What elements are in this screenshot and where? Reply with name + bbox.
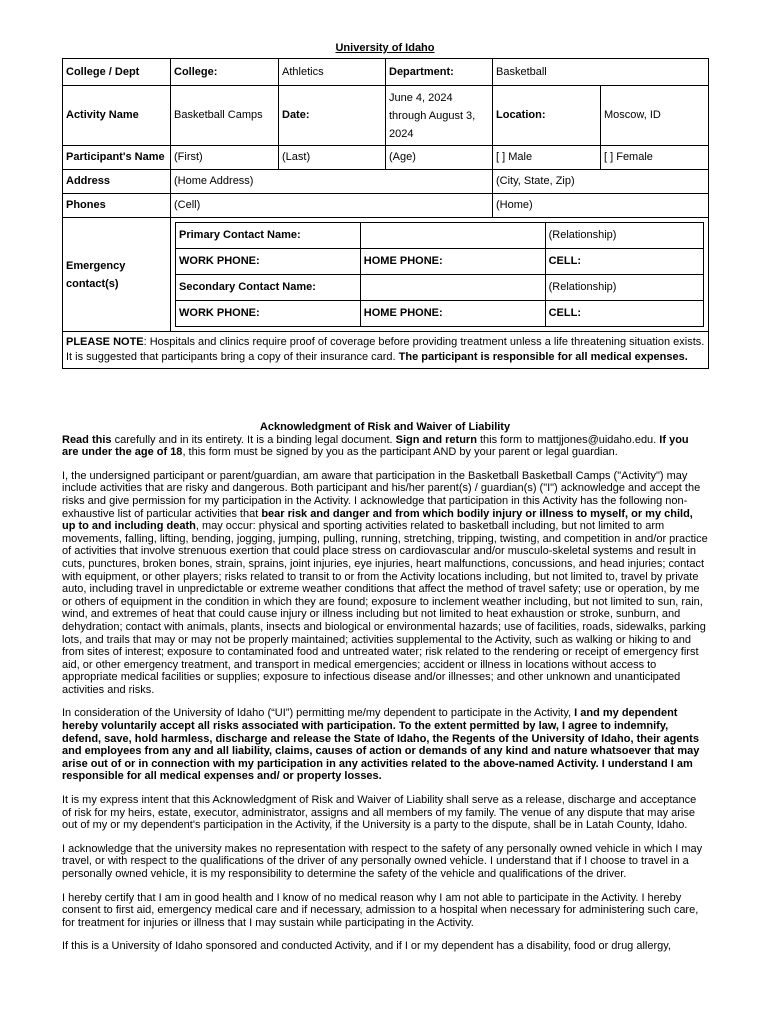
secondary-cell[interactable]: CELL: [545, 301, 703, 327]
date-value[interactable]: June 4, 2024 through August 3, 2024 [386, 86, 493, 146]
phones-label: Phones [63, 194, 171, 218]
disability-paragraph: If this is a University of Idaho sponsored and conducted Activity, and if I or my dependent has a disability, food or drug allergy, [62, 940, 672, 953]
vehicle-paragraph: I acknowledge that the university makes no representation with respect to the safety of any personally owned vehicle in which I may travel, or with respect to the qualifications of the driver of any personally owned vehicle. I understand that if I choose to travel in a personally owned vehicle, it is my responsibility to determine the safety of the vehicle and qualifications of the driver. [62, 842, 703, 880]
location-label: Location: [493, 86, 601, 146]
indemnity-paragraph [62, 707, 708, 783]
secondary-relationship-field[interactable]: (Relationship) [545, 275, 703, 301]
primary-contact-field[interactable] [360, 223, 545, 249]
risk-text-2: , may occur: physical and sporting activities related to basketball including, but not limited to arm movements, falling, lifting, bending, jogging, jumping, pulling, running, stretching, tripping, twisting, and competition in and/or practice of activities that involve strenuous exertion that could place stress on cardiovascular and/or musculo-skeletal systems and result in cuts, punctures, broken bones, strain, sprains, joint injuries, eye injuries, heart malfunctions, concussions, and head injuries; contact with equipment, or other players; risks related to transit to or from the Activity locations including, but not limited to, travel by private auto, including travel in unpredictable or extreme weather conditions that affect the method of travel safety; use or operation, by me or others of equipment in the condition in which they are found; exposure to inclement weather including, but not limited to sun, rain, wind, and extremes of heat that could cause injury or illness including but not limited to heat exhaustion or stroke, sunburn, and dehydration; contact with animals, plants, insects and biological or environmental hazards; use of facilities, roads, sidewalks, parking lots, and trails that may or may not be properly maintained; activities supplemental to the Activity, such as walking or hiking to and from sites of interest; exposure to contaminated food and untreated water; risk related to the rendering or receipt of emergency first aid, or other emergency treatment, and transport in medical emergencies; accident or illness in locations without access to appropriate medical facilities or supplies; exposure to infectious disease and/or illnesses; and other unknown and unanticipated activities and risks. [62, 520, 708, 696]
male-checkbox[interactable]: [ ] Male [493, 146, 601, 170]
secondary-home-phone[interactable]: HOME PHONE: [360, 301, 545, 327]
university-title: University of Idaho [335, 42, 435, 54]
intro-bold-3: If you are under the age of 18 [62, 433, 689, 459]
waiver-section [62, 421, 708, 964]
secondary-contact-field[interactable] [360, 275, 545, 301]
department-label: Department: [386, 59, 493, 86]
primary-contact-label: Primary Contact Name: [176, 223, 361, 249]
age-field[interactable]: (Age) [386, 146, 493, 170]
home-address-field[interactable]: (Home Address) [171, 170, 493, 194]
participant-name-label: Participant's Name [63, 146, 171, 170]
department-value[interactable]: Basketball [493, 59, 709, 86]
college-label: College: [171, 59, 279, 86]
waiver-title: Acknowledgment of Risk and Waiver of Liability [259, 421, 511, 433]
location-value[interactable]: Moscow, ID [601, 86, 709, 146]
primary-home-phone[interactable]: HOME PHONE: [360, 249, 545, 275]
activity-name-label: Activity Name [63, 86, 171, 146]
intro-bold-1: Read this [62, 433, 112, 446]
intro-text-3: , this form must be signed by you as the participant AND by your parent or legal guardian. [182, 446, 618, 459]
primary-relationship-field[interactable]: (Relationship) [545, 223, 703, 249]
participant-info-table [62, 58, 709, 369]
last-name-field[interactable]: (Last) [279, 146, 386, 170]
note-emphasis: The participant is responsible for all medical expenses. [398, 351, 688, 363]
waiver-intro [62, 434, 708, 459]
cell-phone-field[interactable]: (Cell) [171, 194, 493, 218]
intro-text-2: this form to mattjjones@uidaho.edu. [476, 433, 660, 446]
activity-name-value[interactable]: Basketball Camps [171, 86, 279, 146]
first-name-field[interactable]: (First) [171, 146, 279, 170]
address-label: Address [63, 170, 171, 194]
risk-paragraph [62, 470, 708, 697]
college-dept-label: College / Dept [63, 59, 171, 86]
primary-cell[interactable]: CELL: [545, 249, 703, 275]
emergency-contacts-label: Emergency contact(s) [63, 218, 171, 332]
secondary-contact-label: Secondary Contact Name: [176, 275, 361, 301]
health-paragraph: I hereby certify that I am in good health and I know of no medical reason why I am not able to participate in the Activity. I hereby consent to first aid, emergency medical care and if necessary, admission to a hospital when necessary for administering such care, for treatment for injuries or illness that I may sustain while participating in the Activity. [62, 891, 699, 929]
risk-bold: bear risk and danger and from which bodily injury or illness to myself, or my child, up to and including death [62, 507, 693, 533]
secondary-work-phone[interactable]: WORK PHONE: [176, 301, 361, 327]
insurance-note [63, 332, 709, 369]
risk-text-1: I, the undersigned participant or parent/guardian, am aware that participation in the Basketball Basketball Camps ("Activity") may include activities that are risky and dangerous. Both participant and his/her parent(s) / guardian(s) ("I") acknowledge and accept the risks and give permission for my participation in the Activity. I acknowledge that participation in this Activity has the following non-exhaustive list of particular activities that [62, 469, 701, 520]
indemnity-text: In consideration of the University of Idaho (“UI”) permitting me/my dependent to participate in the Activity, [62, 707, 575, 720]
date-label: Date: [279, 86, 386, 146]
primary-work-phone[interactable]: WORK PHONE: [176, 249, 361, 275]
note-text: : Hospitals and clinics require proof of coverage before providing treatment unless a life threatening situation exists. It is suggested that participants bring a copy of their insurance card. [66, 336, 705, 363]
emergency-contacts-cell [171, 218, 709, 332]
city-state-zip-field[interactable]: (City, State, Zip) [493, 170, 709, 194]
home-phone-field[interactable]: (Home) [493, 194, 709, 218]
intro-bold-2: Sign and return [395, 433, 477, 446]
female-checkbox[interactable]: [ ] Female [601, 146, 709, 170]
note-heading: PLEASE NOTE [66, 336, 144, 348]
emergency-contacts-table [175, 222, 704, 327]
indemnity-bold: I and my dependent hereby voluntarily accept all risks associated with participation. To the extent permitted by law, I agree to indemnify, defend, save, hold harmless, discharge and release the State of Idaho, the Regents of the University of Idaho, their agents and employees from any and all liability, claims, causes of action or demands of any kind and nature whatsoever that may arise out of or in connection with my participation in any activities related to the above-named Activity. I understand I am responsible for all medical expenses and/ or property losses. [62, 707, 700, 783]
college-value[interactable]: Athletics [279, 59, 386, 86]
release-paragraph: It is my express intent that this Acknowledgment of Risk and Waiver of Liability shall serve as a release, discharge and acceptance of risk for my heirs, estate, executor, administrator, assigns and all members of my family. The venue of any dispute that may arise out of my or my dependent's participation in the Activity, if the University is a party to the dispute, shall be in Latah County, Idaho. [62, 794, 697, 832]
intro-text-1: carefully and in its entirety. It is a binding legal document. [111, 433, 396, 446]
